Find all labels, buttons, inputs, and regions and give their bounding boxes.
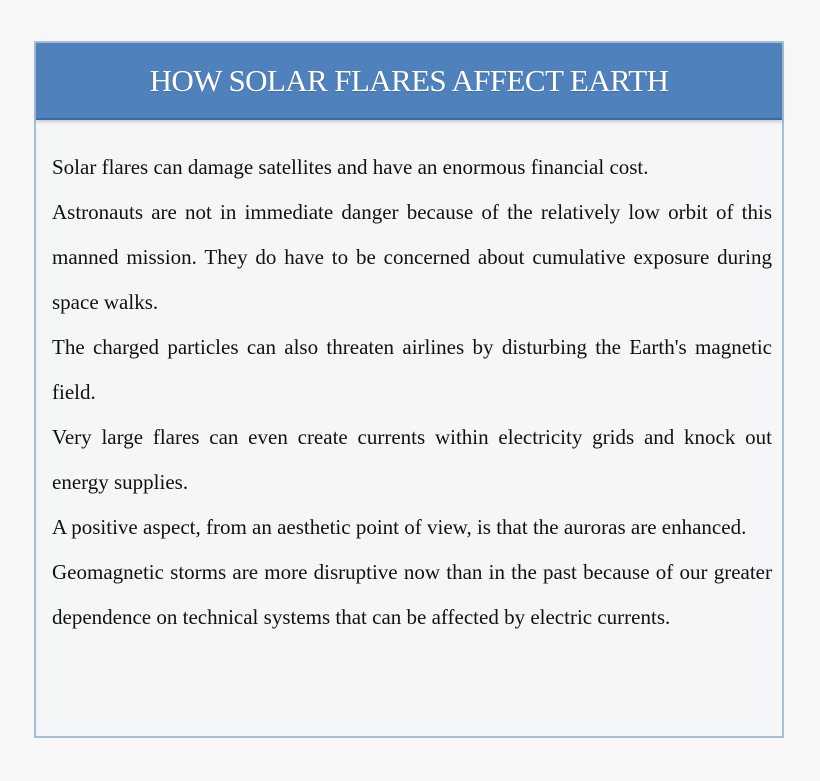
paragraph-astronauts: Astronauts are not in immediate danger because of the relatively low orbit of this manned mission. They do have to be concerned about cumulative exposure during space walks.	[52, 200, 772, 314]
title-banner	[36, 43, 782, 120]
paragraph-financial-cost: Solar flares can damage satellites and have an enormous financial cost.	[52, 155, 649, 179]
page-title: HOW SOLAR FLARES AFFECT EARTH	[149, 62, 669, 98]
content-body	[52, 145, 772, 640]
paragraph-electricity-grids: Very large flares can even create currents within electricity grids and knock out energy supplies.	[52, 425, 772, 494]
paragraph-geomagnetic-storms: Geomagnetic storms are more disruptive now than in the past because of our greater dependence on technical systems that can be affected by electric currents.	[52, 560, 772, 629]
info-card	[34, 41, 784, 738]
paragraph-airlines: The charged particles can also threaten airlines by disturbing the Earth's magnetic field.	[52, 335, 772, 404]
paragraph-auroras: A positive aspect, from an aesthetic point of view, is that the auroras are enhanced.	[52, 515, 747, 539]
